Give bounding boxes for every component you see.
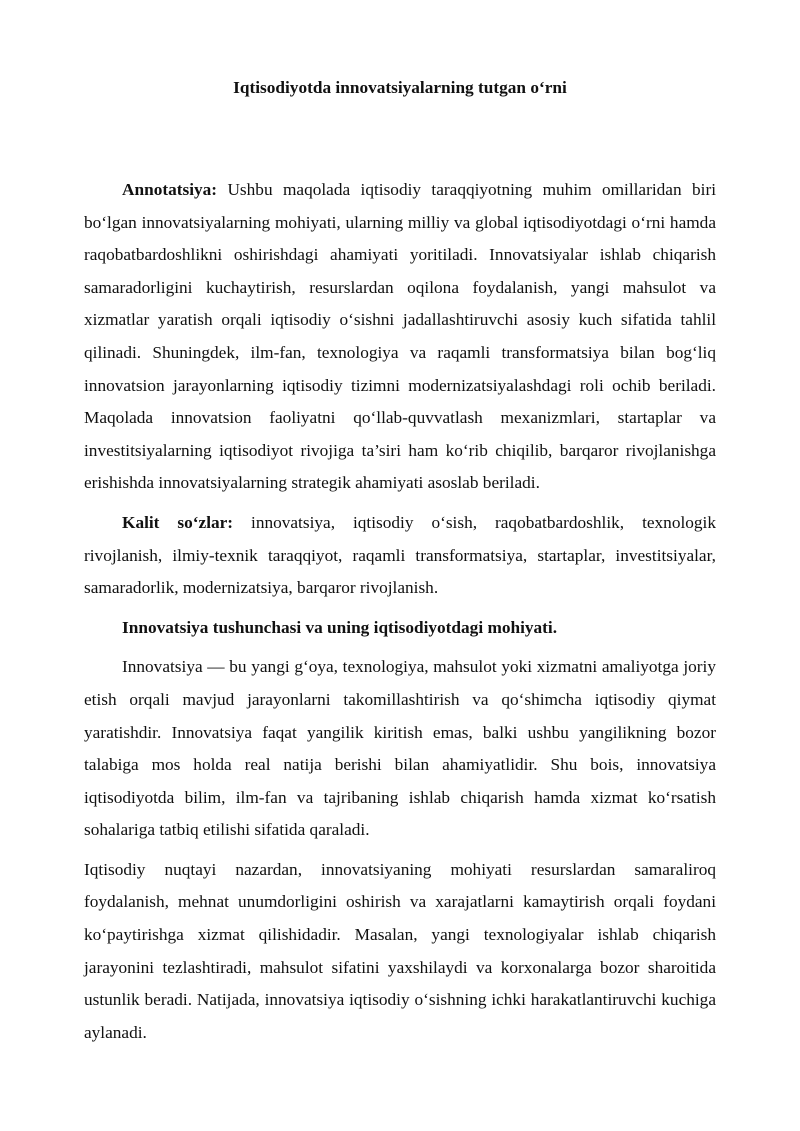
keywords-paragraph [84,507,716,605]
document-title: Iqtisodiyotda innovatsiyalarning tutgan o‘rni [233,78,567,97]
body-paragraph-1: Innovatsiya — bu yangi g‘oya, texnologiya, mahsulot yoki xizmatni amaliyotga joriy etish orqali mavjud jarayonlarni takomillashtirish va qo‘shimcha iqtisodiy qiymat yaratishdir. Innovatsiya faqat yangilik kiritish emas, balki ushbu yangilikning bozor talabiga mos holda real natija berishi bilan ahamiyatlidir. Shu bois, innovatsiya iqtisodiyotda bilim, ilm-fan va tajribaning ishlab chiqarish hamda xizmat ko‘rsatish sohalariga tatbiq etilishi sifatida qaraladi. [84,657,716,840]
body-paragraph-2: Iqtisodiy nuqtayi nazardan, innovatsiyaning mohiyati resurslardan samaraliroq foydalanish, mehnat unumdorligini oshirish va xarajatlarni kamaytirish orqali foydani ko‘paytirishga xizmat qilishidadir. Masalan, yangi texnologiyalar ishlab chiqarish jarayonini tezlashtiradi, mahsulot sifatini yaxshilaydi va korxonalarga bozor sharoitida ustunlik beradi. Natijada, innovatsiya iqtisodiy o‘sishning ichki harakatlantiruvchi kuchiga aylanadi. [84,859,716,1042]
annotation-paragraph [84,174,716,500]
annotation-text: Ushbu maqolada iqtisodiy taraqqiyotning muhim omillaridan biri bo‘lgan innovatsiyalarning mohiyati, ularning milliy va global iqtisodiyotdagi o‘rni hamda raqobatbardoshlikni oshirishdagi ahamiyati yoritiladi. Innovatsiyalar ishlab chiqarish samaradorligini kuchaytirish, resurslardan oqilona foydalanish, yangi mahsulot va xizmatlar yaratish orqali iqtisodiy o‘sishni jadallashtiruvchi asosiy kuch sifatida tahlil qilinadi. Shuningdek, ilm-fan, texnologiya va raqamli transformatsiya bilan bog‘liq innovatsion jarayonlarning iqtisodiy tizimni modernizatsiyalashdagi roli ochib beriladi. Maqolada innovatsion faoliyatni qo‘llab-quvvatlash mexanizmlari, startaplar va investitsiyalarning iqtisodiyot rivojiga ta’siri ham ko‘rib chiqilib, barqaror rivojlanishga erishishda innovatsiyalarning strategik ahamiyati asoslab beriladi. [84,180,716,493]
annotation-label: Annotatsiya: [122,180,218,199]
keywords-label: Kalit so‘zlar: [122,512,234,532]
document-body [84,174,716,1049]
keywords-text: innovatsiya, iqtisodiy o‘sish, raqobatbardoshlik, texnologik rivojlanish, ilmiy-texnik taraqqiyot, raqamli transformatsiya, startaplar, investitsiyalar, samaradorlik, modernizatsiya, barqaror rivojlanish. [84,512,716,598]
section-heading: Innovatsiya tushunchasi va uning iqtisodiyotdagi mohiyati. [122,617,558,637]
